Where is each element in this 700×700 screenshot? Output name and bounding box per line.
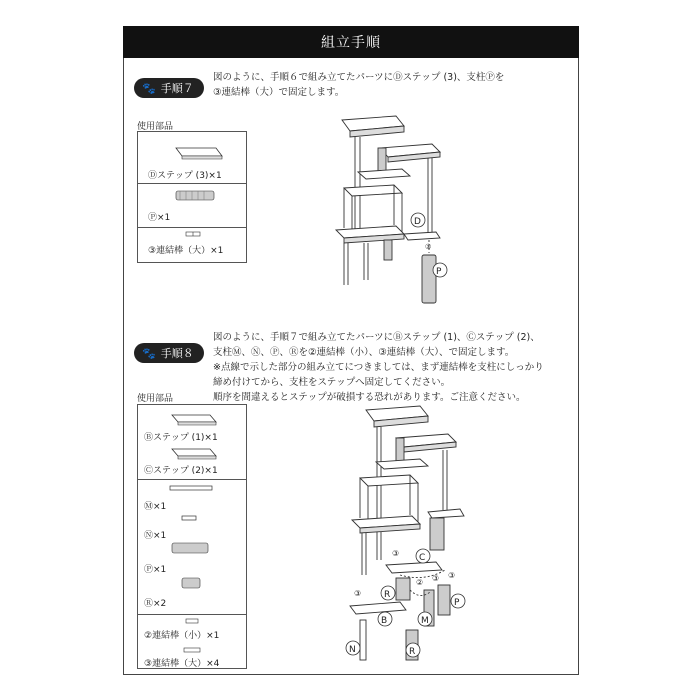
- callout-b: B: [381, 616, 388, 626]
- callout-connector-4: ③: [432, 574, 440, 583]
- step7-parts-title: 使用部品: [137, 122, 174, 132]
- part-steps: Ⓑステップ (1)×1 Ⓒステップ (2)×1: [138, 405, 246, 480]
- step8-description: 図のように、手順７で組み立てたパーツにⒷステップ (1)、Ⓒステップ (2)、 支柱Ⓜ、Ⓝ、Ⓟ、Ⓡを②連結棒（小）、③連結棒（大）、で固定します。 ※点線で示した部分の組み立てにつきましては、まず連結棒を支柱にしっかり 締め付けてから、支柱をステップへ固定してください。 順序を間違えるとステップが破損する恐れがあります。ご注意ください。: [213, 332, 544, 403]
- step8-parts-title: 使用部品: [137, 394, 174, 404]
- step8-badge-label: 手順８: [160, 347, 194, 360]
- step7-description: 図のように、手順６で組み立てたパーツにⒹステップ (3)、支柱Ⓟを ③連結棒（大）で固定します。: [213, 72, 505, 98]
- callout-r1: R: [384, 590, 391, 600]
- paw-icon: 🐾: [142, 346, 156, 360]
- callout-connector: ③: [425, 243, 432, 251]
- callout-connector-1: ③: [392, 549, 400, 558]
- page-title: 組立手順: [123, 26, 579, 58]
- callout-p: P: [454, 598, 460, 608]
- callout-connector-5: ③: [354, 589, 362, 598]
- callout-connector-2: ②: [416, 578, 424, 587]
- part-connector-large: ③連結棒（大）×1: [138, 228, 246, 264]
- part-post-p: Ⓟ×1: [138, 184, 246, 228]
- callout-d: D: [414, 217, 421, 227]
- step7-badge-label: 手順７: [160, 82, 194, 95]
- callout-c: C: [419, 553, 426, 563]
- callout-m: M: [421, 616, 429, 626]
- paw-icon: 🐾: [142, 81, 156, 95]
- part-step-d: Ⓓステップ (3)×1: [138, 132, 246, 184]
- callout-r2: R: [409, 647, 416, 657]
- callout-p: P: [436, 267, 442, 277]
- callout-connector-3: ③: [448, 571, 456, 580]
- callout-n: N: [349, 645, 356, 655]
- part-connectors: ②連結棒（小）×1 ③連結棒（大）×4: [138, 615, 246, 670]
- part-posts: Ⓜ×1 Ⓝ×1 Ⓟ×1 Ⓡ×2: [138, 480, 246, 615]
